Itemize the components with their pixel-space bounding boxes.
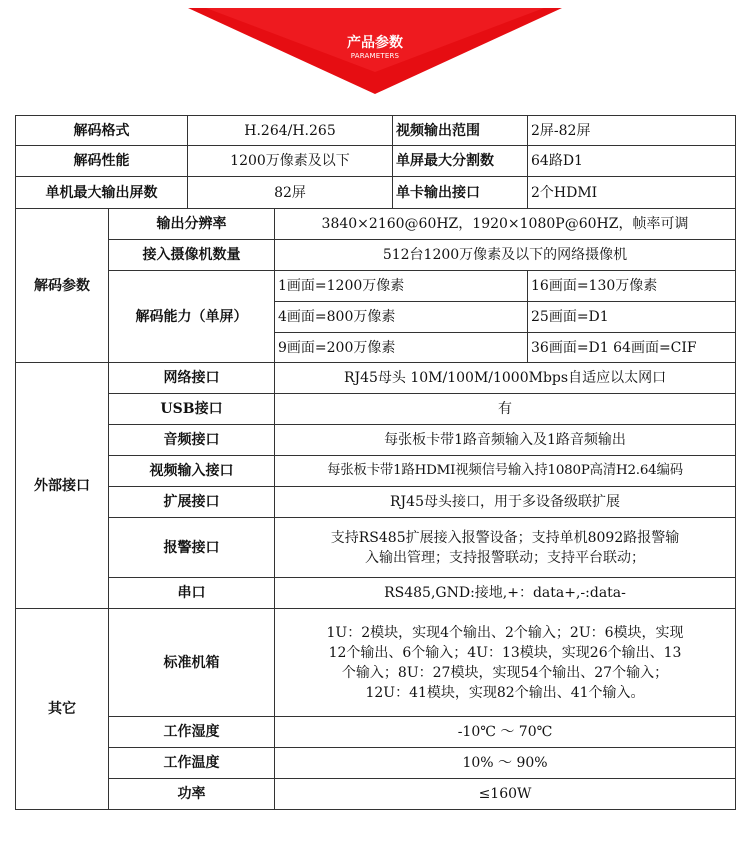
table-row	[16, 425, 736, 456]
spec-label: 报警接口	[109, 518, 275, 578]
chassis-text-line: 12U：41模块，实现82个输出、41个输入。	[365, 684, 645, 701]
spec-label: 解码性能	[16, 146, 188, 177]
spec-value: RJ45母头接口，用于多设备级联扩展	[275, 487, 736, 518]
spec-label: 视频输出范围	[393, 116, 528, 146]
parameters-table	[15, 115, 736, 810]
table-row	[16, 209, 736, 240]
spec-value: 2屏-82屏	[528, 116, 736, 146]
spec-label: 工作温度	[109, 748, 275, 779]
capability-cell: 1画面=1200万像素	[275, 271, 528, 302]
spec-label: 视频输入接口	[109, 456, 275, 487]
spec-value: 512台1200万像素及以下的网络摄像机	[275, 240, 736, 271]
capability-cell: 9画面=200万像素	[275, 333, 528, 363]
spec-value: 64路D1	[528, 146, 736, 177]
spec-label: 单屏最大分割数	[393, 146, 528, 177]
table-row	[16, 518, 736, 578]
capability-cell: 16画面=130万像素	[528, 271, 736, 302]
spec-value: ≤160W	[275, 779, 736, 810]
spec-label: 单机最大输出屏数	[16, 177, 188, 209]
table-row	[16, 116, 736, 146]
table-row	[16, 177, 736, 209]
spec-value-multiline	[275, 518, 736, 578]
table-row	[16, 779, 736, 810]
spec-value: 每张板卡带1路HDMI视频信号输入持1080P高清H2.64编码	[275, 456, 736, 487]
table-row	[16, 363, 736, 394]
spec-label: 解码能力（单屏）	[109, 271, 275, 363]
spec-label: 输出分辨率	[109, 209, 275, 240]
spec-value-multiline	[275, 609, 736, 717]
spec-label: 网络接口	[109, 363, 275, 394]
alarm-text-line: 入输出管理；支持报警联动；支持平台联动；	[365, 549, 645, 566]
spec-value: 有	[275, 394, 736, 425]
header-banner	[188, 8, 562, 94]
spec-label: 接入摄像机数量	[109, 240, 275, 271]
header-title: 产品参数	[347, 35, 403, 51]
section-label-other: 其它	[16, 609, 109, 810]
spec-label: 标准机箱	[109, 609, 275, 717]
spec-label: 音频接口	[109, 425, 275, 456]
section-label-interface: 外部接口	[16, 363, 109, 609]
table-row	[16, 487, 736, 518]
chassis-text-line: 个输入；8U：27模块，实现54个输出、27个输入；	[341, 664, 669, 681]
spec-label: 解码格式	[16, 116, 188, 146]
chassis-text-line: 1U：2模块，实现4个输出、2个输入；2U：6模块，实现	[326, 624, 684, 641]
header-subtitle: PARAMETERS	[350, 52, 400, 60]
capability-cell: 25画面=D1	[528, 302, 736, 333]
table-row	[16, 146, 736, 177]
spec-label: 扩展接口	[109, 487, 275, 518]
section-label-decode: 解码参数	[16, 209, 109, 363]
spec-label: 单卡输出接口	[393, 177, 528, 209]
spec-label: USB接口	[109, 394, 275, 425]
spec-value: RS485,GND:接地,+：data+,-:data-	[275, 578, 736, 609]
chassis-text-line: 12个输出、6个输入；4U：13模块，实现26个输出、13	[328, 644, 682, 661]
spec-value: 每张板卡带1路音频输入及1路音频输出	[275, 425, 736, 456]
spec-value: -10℃ ～ 70℃	[275, 717, 736, 748]
spec-value: 3840×2160@60HZ，1920×1080P@60HZ，帧率可调	[275, 209, 736, 240]
spec-value: RJ45母头 10M/100M/1000Mbps自适应以太网口	[275, 363, 736, 394]
table-row	[16, 609, 736, 717]
spec-label: 工作湿度	[109, 717, 275, 748]
table-row	[16, 394, 736, 425]
table-row	[16, 240, 736, 271]
spec-value: 82屏	[188, 177, 393, 209]
spec-value: 1200万像素及以下	[188, 146, 393, 177]
table-row	[16, 271, 736, 302]
table-row	[16, 578, 736, 609]
spec-label: 串口	[109, 578, 275, 609]
spec-value: 2个HDMI	[528, 177, 736, 209]
table-row	[16, 748, 736, 779]
spec-value: 10% ～ 90%	[275, 748, 736, 779]
table-row	[16, 456, 736, 487]
alarm-text-line: 支持RS485扩展接入报警设备；支持单机8092路报警输	[330, 529, 680, 546]
capability-cell: 36画面=D1 64画面=CIF	[528, 333, 736, 363]
capability-cell: 4画面=800万像素	[275, 302, 528, 333]
spec-label: 功率	[109, 779, 275, 810]
spec-value: H.264/H.265	[188, 116, 393, 146]
table-row	[16, 717, 736, 748]
